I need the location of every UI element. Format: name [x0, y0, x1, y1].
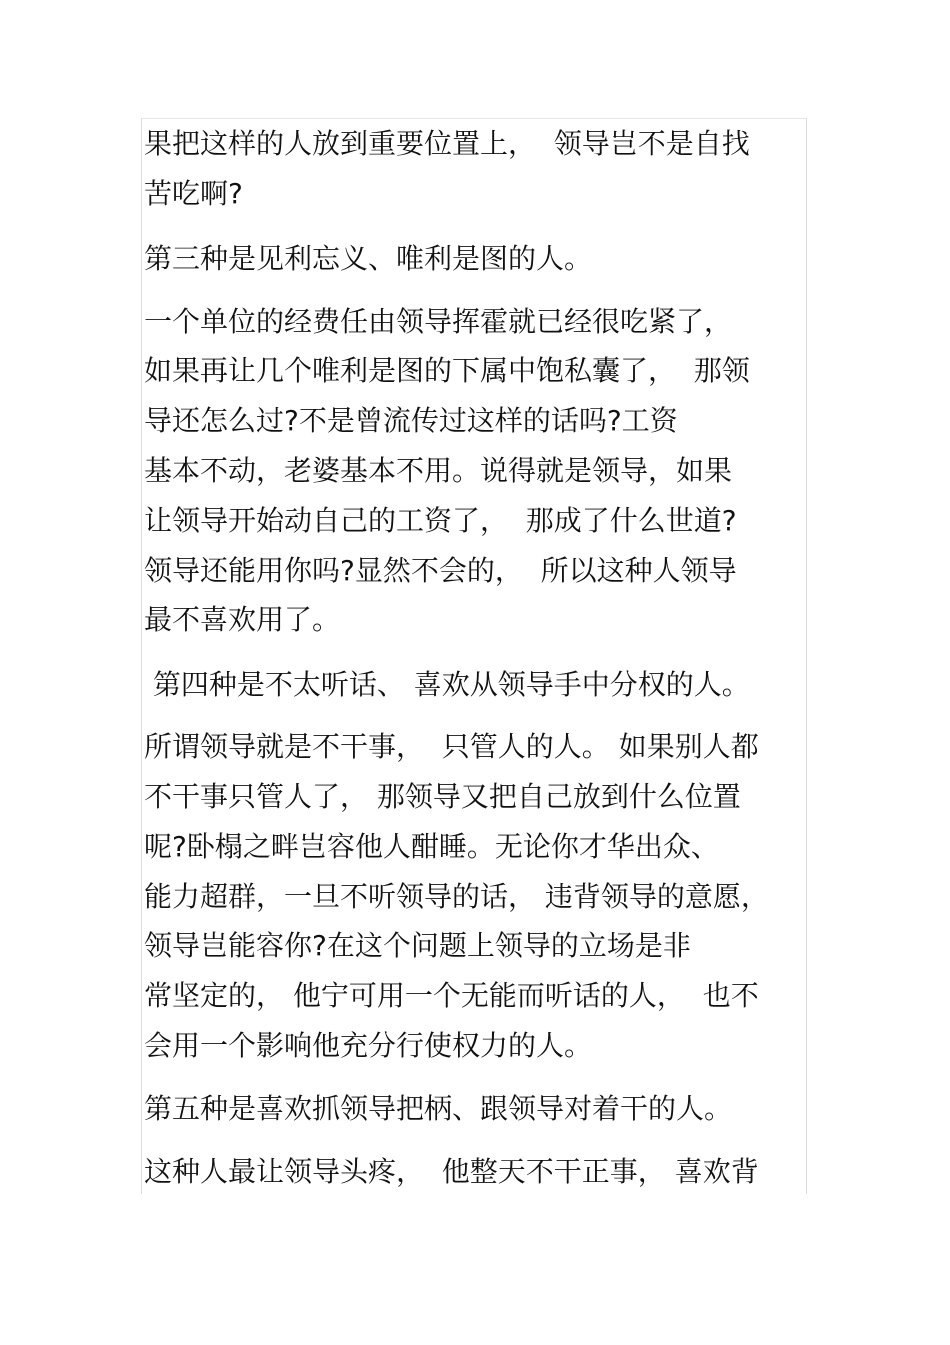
text-line: 第三种是见利忘义、唯利是图的人。 [144, 242, 593, 275]
text-line: 这种人最让领导头疼， 他整天不干正事， 喜欢背 [144, 1155, 759, 1188]
text-line: 领导还能用你吗?显然不会的， 所以这种人领导 [144, 554, 737, 587]
text-line: 导还怎么过?不是曾流传过这样的话吗?工资 [144, 404, 678, 437]
text-line: 会用一个影响他充分行使权力的人。 [144, 1029, 593, 1062]
text-line: 所谓领导就是不干事， 只管人的人。 如果别人都 [144, 730, 759, 763]
text-line: 不干事只管人了， 那领导又把自己放到什么位置 [144, 780, 741, 813]
text-line: 第四种是不太听话、 喜欢从领导手中分权的人。 [144, 668, 750, 701]
text-line: 第五种是喜欢抓领导把柄、跟领导对着干的人。 [144, 1092, 733, 1125]
text-line: 呢?卧榻之畔岂容他人酣睡。无论你才华出众、 [144, 830, 719, 863]
text-line: 最不喜欢用了。 [144, 603, 341, 636]
text-line: 如果再让几个唯利是图的下属中饱私囊了， 那领 [144, 354, 750, 387]
text-line: 领导岂能容你?在这个问题上领导的立场是非 [144, 929, 691, 962]
text-line: 基本不动，老婆基本不用。说得就是领导，如果 [144, 454, 733, 487]
text-line: 让领导开始动自己的工资了， 那成了什么世道? [144, 504, 737, 537]
text-line: 苦吃啊? [144, 177, 243, 210]
text-line: 常坚定的， 他宁可用一个无能而听话的人， 也不 [144, 979, 759, 1012]
text-line: 能力超群，一旦不听领导的话， 违背领导的意愿， [144, 880, 769, 913]
text-line: 果把这样的人放到重要位置上， 领导岂不是自找 [144, 127, 750, 160]
text-line: 一个单位的经费任由领导挥霍就已经很吃紧了， [144, 305, 733, 338]
